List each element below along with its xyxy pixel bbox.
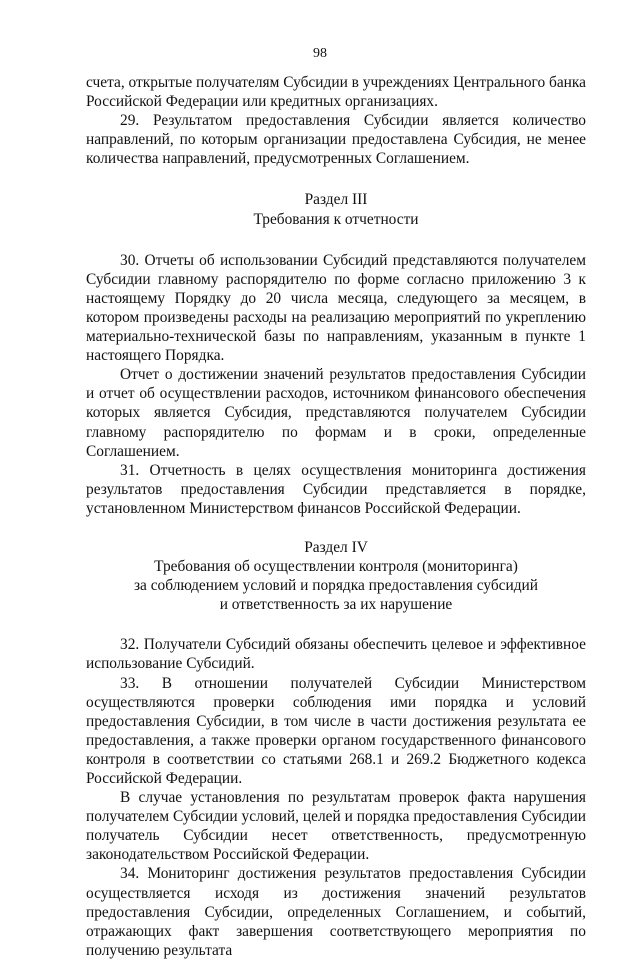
paragraph-34: 34. Мониторинг достижения результатов предоставления Субсидии осуществляется исходя из достижения значений результатов предоставления Субсидии, определенных Соглашением, и событий, отражающих факт завершения соответствующего мероприятия по получению результата: [86, 865, 586, 959]
paragraph-continuation: счета, открытые получателям Субсидии в учреждениях Центрального банка Российской Федерации или кредитных организациях.: [86, 74, 586, 111]
section-3-title: Требования к отчетности: [253, 210, 419, 228]
paragraph-30: 30. Отчеты об использовании Субсидий представляются получателем Субсидии главному распорядителю по форме согласно приложению 3 к настоящему Порядку до 20 числа месяца, следующего за месяцем, в котором произведены расходы на реализацию мероприятий по укреплению материально-технической базы по направлениям, указанным в пункте 1 настоящего Порядка.: [86, 251, 586, 365]
section-4-title-line-3: и ответственность за их нарушение: [219, 596, 453, 614]
section-4-title-line-1: Требования об осуществлении контроля (мониторинга): [154, 558, 518, 576]
paragraph-report-achievement: Отчет о достижении значений результатов предоставления Субсидии и отчет об осуществлении расходов, источником финансового обеспечения которых является Субсидия, представляются получателем Субсидии главному распорядителю по формам и в сроки, определенные Соглашением.: [86, 366, 586, 460]
document-body: [86, 73, 586, 960]
page-number: 98: [313, 46, 327, 61]
section-4-title-line-2: за соблюдением условий и порядка предоставления субсидий: [133, 577, 539, 595]
paragraph-33: 33. В отношении получателей Субсидии Министерством осуществляются проверки соблюдения ими порядка и условий предоставления Субсидии, в том числе в части достижения результата ее предоставления, а также проверки органом государственного финансового контроля в соответствии со статьями 268.1 и 269.2 Бюджетного кодекса Российской Федерации.: [86, 674, 586, 787]
section-4-heading: Раздел IV: [304, 538, 368, 556]
section-3-heading: Раздел III: [304, 191, 368, 209]
paragraph-32: 32. Получатели Субсидий обязаны обеспечить целевое и эффективное использование Субсидий.: [86, 636, 586, 673]
paragraph-29: 29. Результатом предоставления Субсидии является количество направлений, по которым организации предоставлена Субсидия, не менее количества направлений, предусмотренных Соглашением.: [86, 112, 586, 168]
paragraph-violation-liability: В случае установления по результатам проверок факта нарушения получателем Субсидии условий, целей и порядка предоставления Субсидии получатель Субсидии несет ответственность, предусмотренную законодательством Российской Федерации.: [86, 789, 586, 864]
paragraph-31: 31. Отчетность в целях осуществления мониторинга достижения результатов предоставления Субсидии представляется в порядке, установленном Министерством финансов Российской Федерации.: [86, 461, 586, 517]
